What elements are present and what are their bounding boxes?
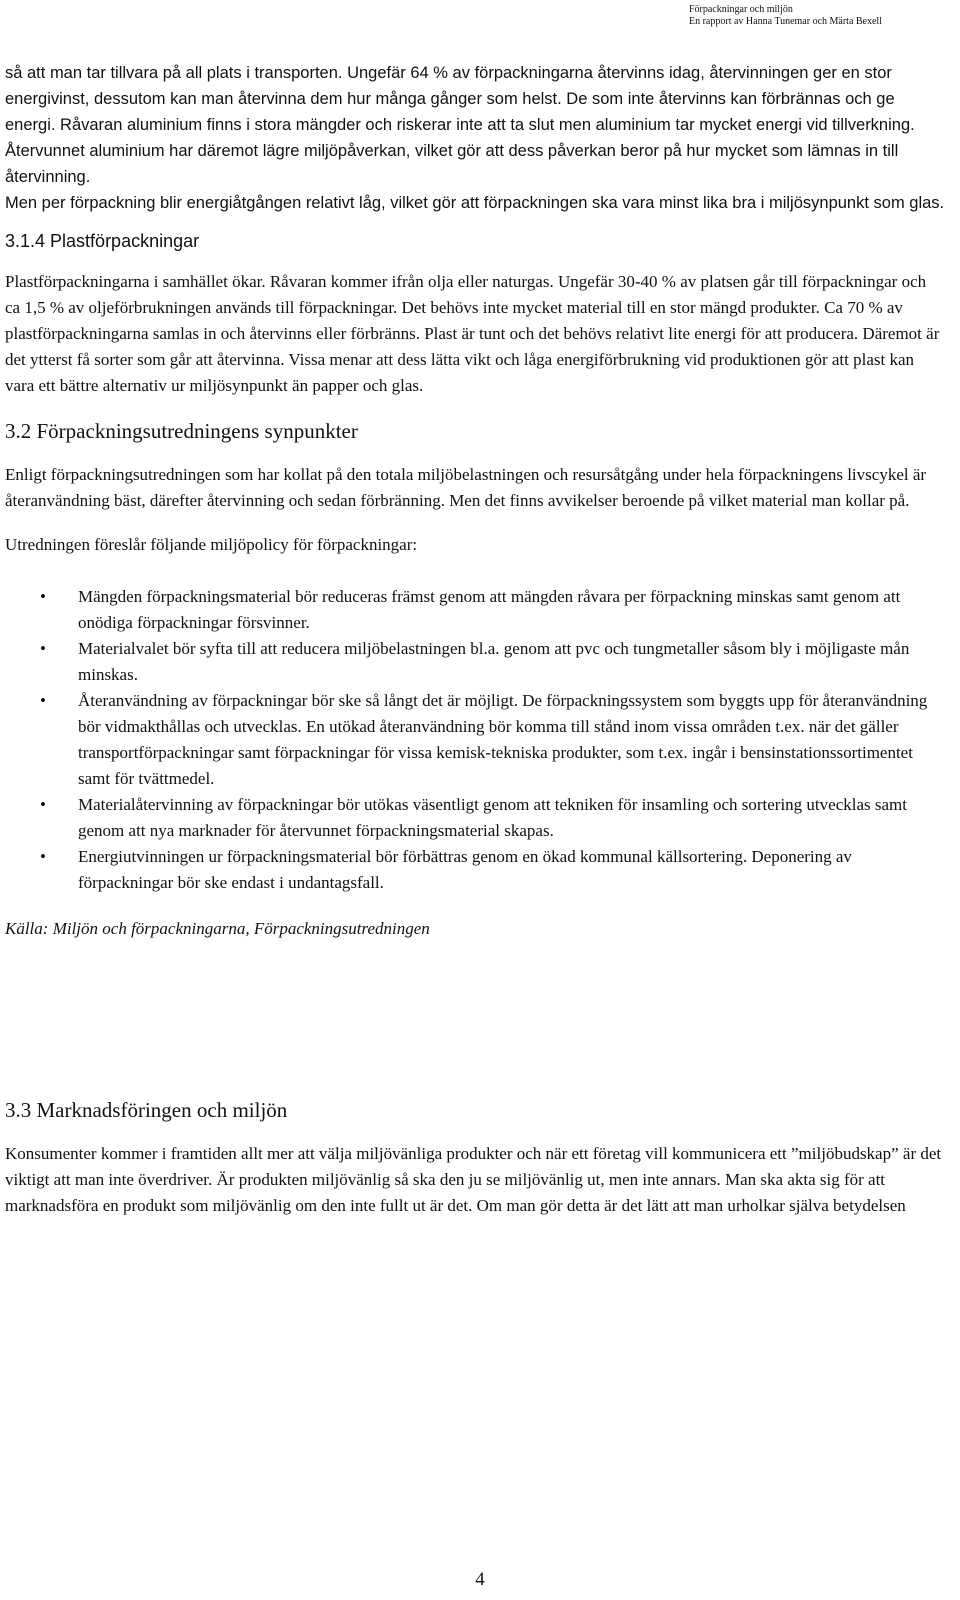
policy-intro: Utredningen föreslår följande miljöpolicy för förpackningar: xyxy=(5,535,418,554)
section-heading-3-3: 3.3 Marknadsföringen och miljön xyxy=(5,1098,288,1122)
plastic-paragraph: Plastförpackningarna i samhället ökar. Råvaran kommer ifrån olja eller naturgas. Ungefär 30-40 % av platsen går till förpackningar och ca 1,5 % av oljeförbrukningen används till förpackningar. Det behövs inte mycket material till en stor mängd produkter. Ca 70 % av plastförpackningarna samlas in och återvinns eller förbränns. Plast är tunt och det behövs relativt lite energi för att producera. Däremot är det ytterst få sorter som går att återvinna. Vissa menar att dess lätta vikt och låga energiförbrukning vid produktionen gör att plast kan vara ett bättre alternativ ur miljösynpunkt än papper och glas. xyxy=(5,272,940,395)
page-body xyxy=(5,60,945,1219)
bullet-icon: • xyxy=(40,795,46,814)
section-heading-3-1-4: 3.1.4 Plastförpackningar xyxy=(5,231,200,251)
header-authors: En rapport av Hanna Tunemar och Märta Bexell xyxy=(688,16,882,27)
list-item-text: Materialvalet bör syfta till att reducera miljöbelastningen bl.a. genom att pvc och tungmetaller såsom bly i möjligaste mån minskas. xyxy=(78,639,910,684)
bullet-icon: • xyxy=(40,587,46,606)
list-item xyxy=(5,844,945,896)
bullet-icon: • xyxy=(40,691,46,710)
inquiry-paragraph: Enligt förpackningsutredningen som har kollat på den totala miljöbelastningen och resursåtgång under hela förpackningens livscykel är återanvändning bäst, därefter återvinning och sedan förbränning. Men det finns avvikelser beroende på vilket material man kollar på. xyxy=(5,465,927,510)
list-item-text: Återanvändning av förpackningar bör ske så långt det är möjligt. De förpackningssystem som byggts upp för återanvändning bör vidmakthållas och utvecklas. En utökad återanvändning bör komma till stånd inom vissa områden t.ex. när det gäller transportförpackningar samt förpackningar för vissa kemisk-tekniska produkter, som t.ex. ingår i bensinstationssortimentet samt för tvättmedel. xyxy=(78,691,928,788)
policy-list xyxy=(5,584,945,896)
list-item-text: Mängden förpackningsmaterial bör reduceras främst genom att mängden råvara per förpackning minskas samt genom att onödiga förpackningar försvinner. xyxy=(78,587,901,632)
source-citation: Källa: Miljön och förpackningarna, Förpackningsutredningen xyxy=(5,919,430,938)
list-item-text: Energiutvinningen ur förpackningsmaterial bör förbättras genom en ökad kommunal källsortering. Deponering av förpackningar bör ske endast i undantagsfall. xyxy=(78,847,852,892)
page-number: 4 xyxy=(475,1569,485,1590)
bullet-icon: • xyxy=(40,639,46,658)
section-heading-3-2: 3.2 Förpackningsutredningens synpunkter xyxy=(5,419,358,443)
intro-paragraph-2: Men per förpackning blir energiåtgången relativt låg, vilket gör att förpackningen ska vara minst lika bra i miljösynpunkt som glas. xyxy=(5,194,945,212)
list-item xyxy=(5,792,945,844)
intro-paragraph-1: så att man tar tillvara på all plats i transporten. Ungefär 64 % av förpackningarna återvinns idag, återvinningen ger en stor energivinst, dessutom kan man återvinna dem hur många gånger som helst. De som inte återvinns kan förbrännas och ge energi. Råvaran aluminium finns i stora mängder och riskerar inte att ta slut men aluminium tar mycket energi vid tillverkning. Återvunnet aluminium har däremot lägre miljöpåverkan, vilket gör att dess påverkan beror på hur mycket som lämnas in till återvinning. xyxy=(5,64,915,186)
bullet-icon: • xyxy=(40,847,46,866)
list-item xyxy=(5,688,945,792)
running-header xyxy=(689,4,882,28)
list-item xyxy=(5,584,945,636)
list-item xyxy=(5,636,945,688)
list-item-text: Materialåtervinning av förpackningar bör utökas väsentligt genom att tekniken för insamling och sortering utvecklas samt genom att nya marknader för återvunnet förpackningsmaterial skapas. xyxy=(78,795,907,840)
marketing-paragraph: Konsumenter kommer i framtiden allt mer att välja miljövänliga produkter och när ett företag vill kommunicera ett ”miljöbudskap” är det viktigt att man inte överdriver. Är produkten miljövänlig så ska den ju se miljövänlig ut, men inte annars. Man ska akta sig för att marknadsföra en produkt som miljövänlig om den inte fullt ut är det. Om man gör detta är det lätt att man urholkar själva betydelsen xyxy=(5,1144,942,1215)
header-title: Förpackningar och miljön xyxy=(688,4,793,15)
